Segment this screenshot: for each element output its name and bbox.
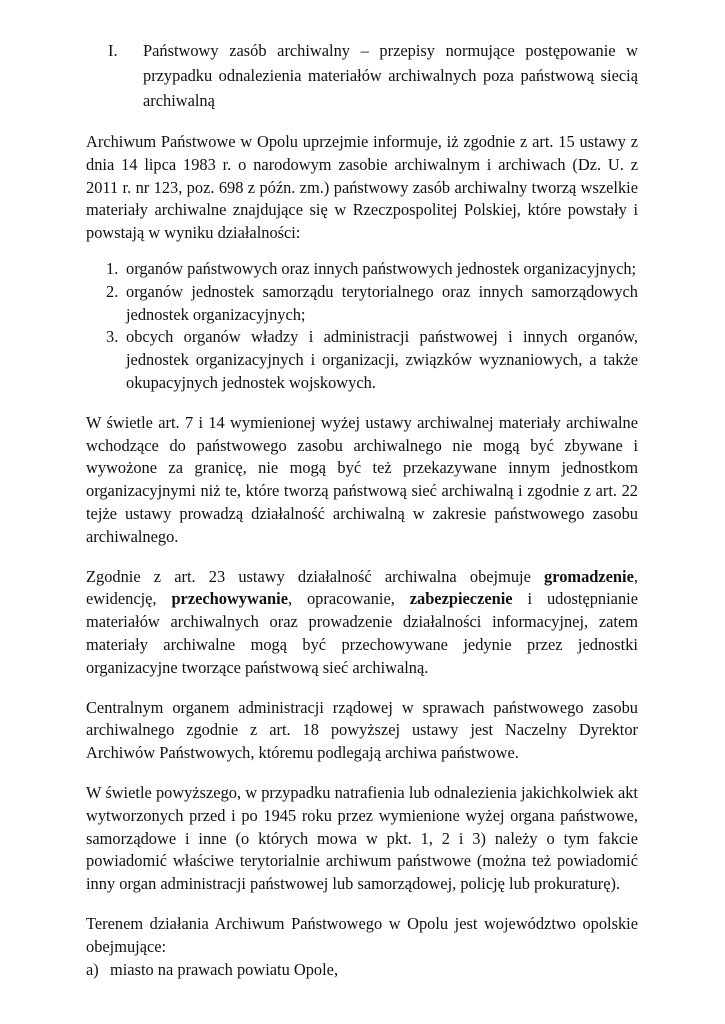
paragraph-art23 [86, 566, 638, 680]
list-item [86, 326, 638, 394]
organs-list [86, 258, 638, 395]
list-item-number: 2. [106, 281, 119, 301]
list-item-number: 3. [106, 327, 119, 347]
paragraph-art23-text-3: , opracowanie, [287, 589, 410, 609]
list-item [86, 959, 638, 982]
document-page [86, 38, 638, 998]
list-item [86, 258, 638, 281]
list-item-number: a) [86, 959, 99, 979]
paragraph-notify: W świetle powyższego, w przypadku natrafienia lub odnalezienia jakichkolwiek akt wytworzonych przed i po 1945 roku przez wymienione wyżej organa państwowe, samorządowe i inne (o których mowa w pkt. 1, 2 i 3) należy o tym fakcie powiadomić właściwe terytorialnie archiwum państwowe (można też powiadomić inny organ administracji państwowej lub samorządowej, policję lub prokuraturę). [86, 782, 638, 894]
paragraph-art18: Centralnym organem administracji rządowej w sprawach państwowego zasobu archiwalnego zgodnie z art. 18 powyższej ustawy jest Naczelny Dyrektor Archiwów Państwowych, któremu podlegają archiwa państwowe. [86, 697, 638, 763]
paragraph-art7: W świetle art. 7 i 14 wymienionej wyżej ustawy archiwalnej materiały archiwalne wchodzące do państwowego zasobu archiwalnego nie mogą być zbywane i wywożone za granicę, nie mogą być też przekazywane innym jednostkom organizacyjnymi niż te, które tworzą państwową sieć archiwalną i zgodnie z art. 22 tejże ustawy prowadzą działalność archiwalną w zakresie państwowego zasobu archiwalnego. [86, 412, 638, 546]
bold-term-gromadzenie: gromadzenie [544, 566, 634, 586]
list-item-text: obcych organów władzy i administracji państwowej i innych organów, jednostek organizacyjnych i organizacji, związków wyznaniowych, a także okupacyjnych jednostek wojskowych. [126, 327, 638, 392]
list-item-text: organów jednostek samorządu terytorialnego oraz innych samorządowych jednostek organizacyjnych; [126, 281, 638, 324]
section-heading-number: I. [108, 41, 118, 60]
list-item-number: 1. [106, 258, 119, 278]
section-heading [86, 38, 638, 113]
paragraph-art23-text-1: Zgodnie z art. 23 ustawy działalność archiwalna obejmuje [86, 566, 545, 586]
bold-term-zabezpieczenie: zabezpieczenie [409, 589, 513, 609]
section-heading-text: Państwowy zasób archiwalny – przepisy normujące postępowanie w przypadku odnalezienia materiałów archiwalnych poza państwową siecią archiwalną [143, 41, 638, 110]
list-item-text: miasto na prawach powiatu Opole, [110, 959, 339, 979]
bold-term-przechowywanie: przechowywanie [171, 589, 288, 609]
paragraph-art23-text-4: i udostępnianie materiałów archiwalnych oraz prowadzenie działalności informacyjnej, zatem materiały archiwalne mogą być przechowywane jedynie przez jednostki organizacyjne tworzące państwową sieć archiwalną. [86, 589, 638, 677]
list-item-text: organów państwowych oraz innych państwowych jednostek organizacyjnych; [126, 258, 637, 278]
intro-paragraph: Archiwum Państwowe w Opolu uprzejmie informuje, iż zgodnie z art. 15 ustawy z dnia 14 lipca 1983 r. o narodowym zasobie archiwalnym i archiwach (Dz. U. z 2011 r. nr 123, poz. 698 z późn. zm.) państwowy zasób archiwalny tworzą wszelkie materiały archiwalne znajdujące się w Rzeczpospolitej Polskiej, które powstały i powstają w wyniku działalności: [86, 132, 638, 243]
paragraph-art23-text-2: , ewidencję, [86, 566, 638, 609]
paragraph-area: Terenem działania Archiwum Państwowego w Opolu jest województwo opolskie obejmujące: [86, 913, 638, 956]
area-list [86, 959, 638, 982]
list-item [86, 281, 638, 327]
